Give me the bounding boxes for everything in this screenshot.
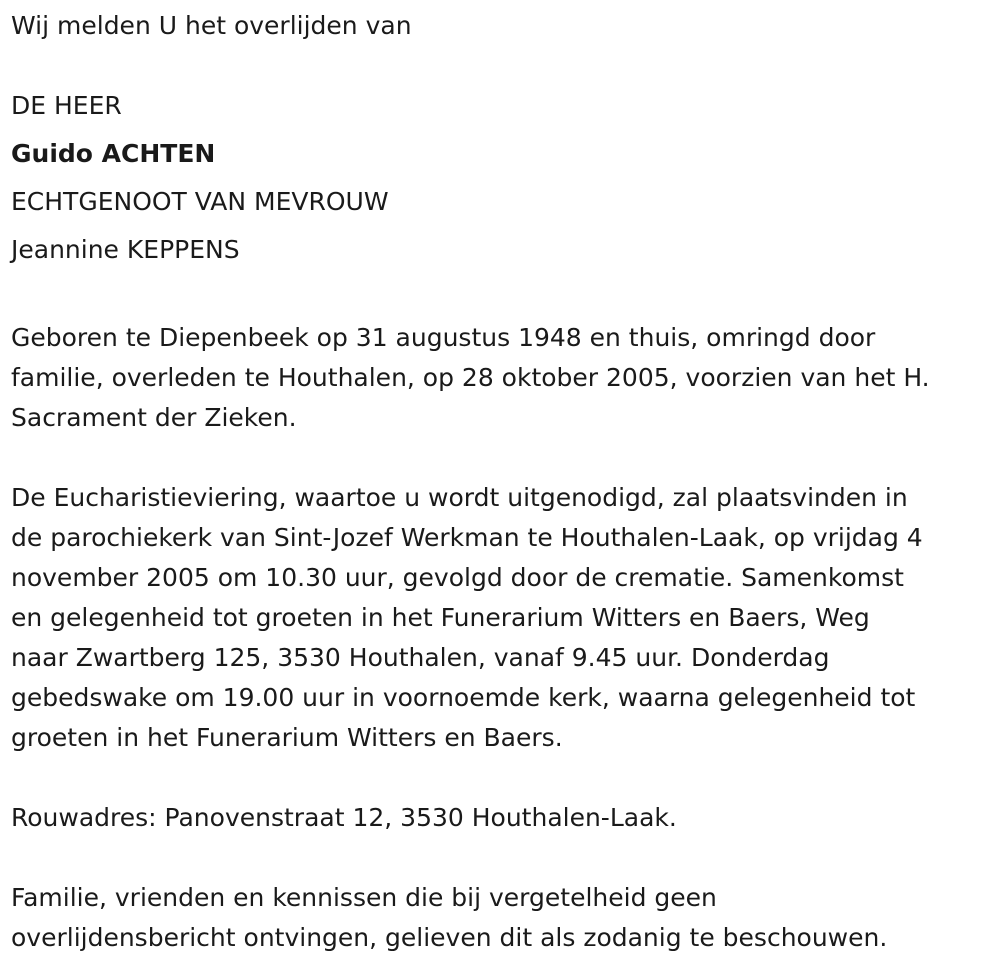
honorific: DE HEER [11,91,122,120]
deceased-name: Guido ACHTEN [11,139,216,168]
closing-paragraph [11,878,996,958]
name-block [11,82,996,274]
spouse-name: Jeannine KEPPENS [11,235,240,264]
paragraph-line: familie, overleden te Houthalen, op 28 oktober 2005, voorzien van het H. [11,363,930,392]
mourning-address: Rouwadres: Panovenstraat 12, 3530 Houthalen-Laak. [11,803,677,832]
paragraph-line: en gelegenheid tot groeten in het Funerarium Witters en Baers, Weg [11,603,870,632]
paragraph-line: naar Zwartberg 125, 3530 Houthalen, vanaf 9.45 uur. Donderdag [11,643,830,672]
paragraph-line: groeten in het Funerarium Witters en Baers. [11,723,563,752]
ceremony-paragraph [11,478,996,758]
paragraph-line: de parochiekerk van Sint-Jozef Werkman te Houthalen-Laak, op vrijdag 4 [11,523,923,552]
paragraph-line: gebedswake om 19.00 uur in voornoemde kerk, waarna gelegenheid tot [11,683,916,712]
spacer [11,758,996,798]
spacer [11,274,996,318]
paragraph-line: Sacrament der Zieken. [11,403,297,432]
paragraph-line: overlijdensbericht ontvingen, gelieven dit als zodanig te beschouwen. [11,923,888,952]
paragraph-line: november 2005 om 10.30 uur, gevolgd door de crematie. Samenkomst [11,563,904,592]
spacer [11,46,996,86]
paragraph-line: De Eucharistieviering, waartoe u wordt uitgenodigd, zal plaatsvinden in [11,483,908,512]
obituary-notice [11,6,996,958]
intro-line: Wij melden U het overlijden van [11,11,412,40]
spacer [11,438,996,478]
paragraph-line: Geboren te Diepenbeek op 31 augustus 1948 en thuis, omringd door [11,323,876,352]
spacer [11,838,996,878]
spouse-label: ECHTGENOOT VAN MEVROUW [11,187,389,216]
paragraph-line: Familie, vrienden en kennissen die bij vergetelheid geen [11,883,717,912]
birth-death-paragraph [11,318,996,438]
